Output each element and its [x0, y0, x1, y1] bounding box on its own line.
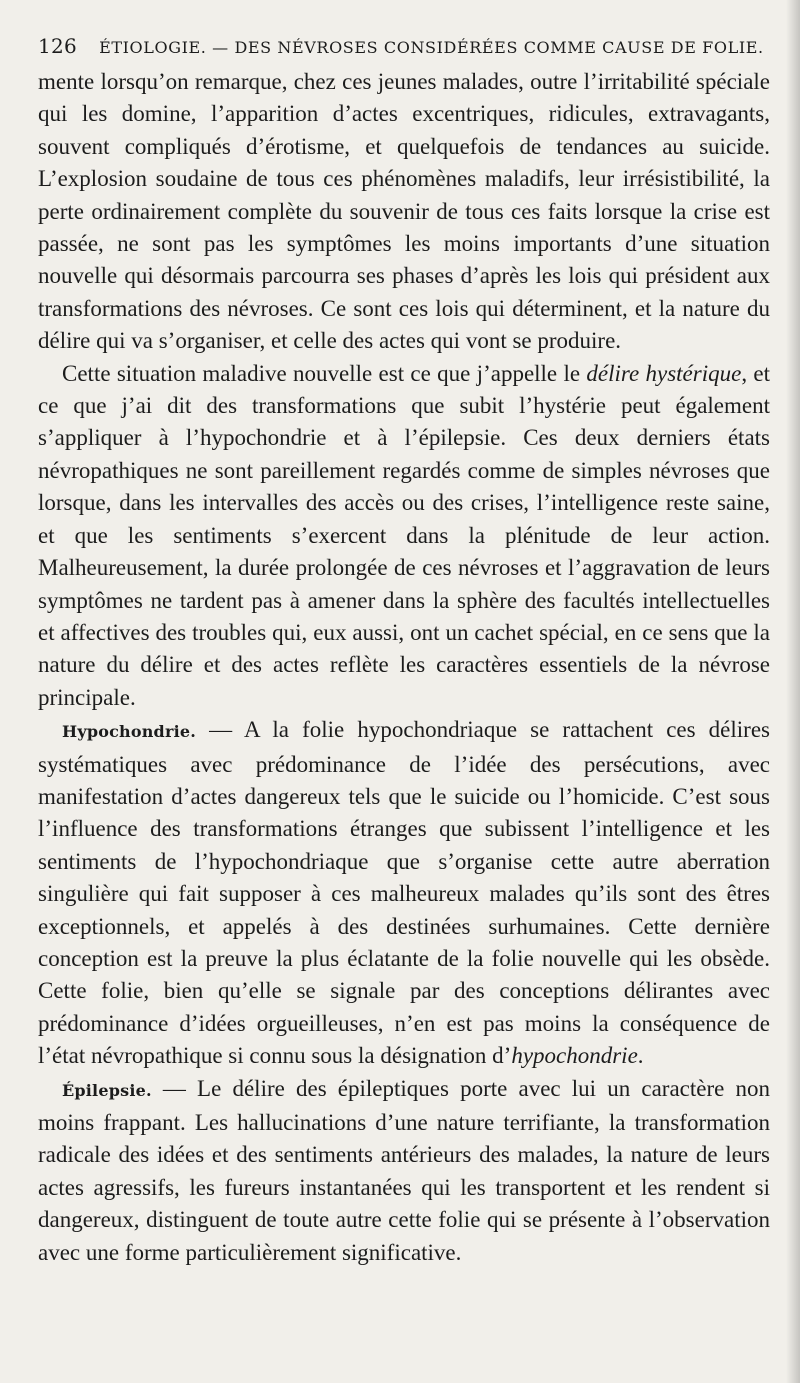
- running-head: [38, 34, 770, 58]
- paragraph-2-start: Cette situation maladive nouvelle est ce que j’appelle le: [62, 360, 587, 386]
- paragraph-2: [38, 358, 770, 714]
- page-number: 126: [38, 34, 78, 58]
- paragraph-3-text: — A la folie hypochondriaque se rattachent ces délires systématiques avec prédominance de l’idée des persécutions, avec manifestation d’actes dangereux tels que le suicide ou l’homicide. C’est sous l’influence des transformations étranges que subissent l’intelligence et les sentiments de l’hypochondriaque que s’organise cette autre aberration singulière qui fait supposer à ces malheureux malades qu’ils sont des êtres exceptionnels, et appelés à des destinées surhumaines. Cette dernière conception est la preuve la plus éclatante de la folie nouvelle qui les obsède. Cette folie, bien qu’elle se signale par des conceptions délirantes avec prédominance d’idées orgueilleuses, n’en est pas moins la conséquence de l’état névropathique si connu sous la désignation d’: [38, 717, 770, 1069]
- paragraph-4-text: — Le délire des épileptiques porte avec lui un caractère non moins frappant. Les hallucinations d’une nature terrifiante, la transformation radicale des idées et des sentiments antérieurs des malades, la nature de leurs actes agressifs, les fureurs instantanées qui les transportent et les rendent si dangereux, distinguent de toute autre cette folie qui se présente à l’observation avec une forme particulièrement significative.: [38, 1075, 770, 1265]
- paragraph-hypochondrie: [38, 714, 770, 1072]
- paragraph-3-end: .: [637, 1043, 644, 1069]
- paragraph-2-rest: , et ce que j’ai dit des transformations que subit l’hystérie peut également s’appliquer à l’hypochondrie et à l’épilepsie. Ces deux derniers états névropathiques ne sont pareillement regardés comme de simples névroses que lorsque, dans les intervalles des accès ou des crises, l’intelligence reste saine, et que les sentiments s’exercent dans la plénitude de leur action. Malheureusement, la durée prolongée de ces névroses et l’aggravation de leurs symptômes ne tardent pas à amener dans la sphère des facultés intellectuelles et affectives des troubles qui, eux aussi, ont un cachet spécial, en ce sens que la nature du délire et des actes reflète les caractères essentiels de la névrose principale.: [38, 360, 770, 710]
- running-head-title: ÉTIOLOGIE. — DES NÉVROSES CONSIDÉRÉES COMME CAUSE DE FOLIE.: [99, 38, 764, 57]
- paragraph-epilepsie: [38, 1073, 770, 1269]
- paragraph-2-italic: délire hystérique: [586, 360, 742, 386]
- section-head-epilepsie: Épilepsie.: [62, 1080, 152, 1100]
- section-head-hypochondrie: Hypochondrie.: [62, 722, 196, 742]
- paragraph-1: mente lorsqu’on remarque, chez ces jeunes malades, outre l’irritabilité spéciale qui les domine, l’apparition d’actes excentriques, ridicules, extravagants, souvent compliqués d’érotisme, et quelquefois de tendances au suicide. L’explosion soudaine de tous ces phénomènes maladifs, leur irrésistibilité, la perte ordinairement complète du souvenir de tous ces faits lorsque la crise est passée, ne sont pas les symptômes les moins importants d’une situation nouvelle qui désormais parcourra ses phases d’après les lois qui président aux transformations des névroses. Ce sont ces lois qui déterminent, et la nature du délire qui va s’organiser, et celle des actes qui vont se produire.: [38, 69, 770, 354]
- paragraph-3-italic: hypochondrie: [511, 1043, 638, 1069]
